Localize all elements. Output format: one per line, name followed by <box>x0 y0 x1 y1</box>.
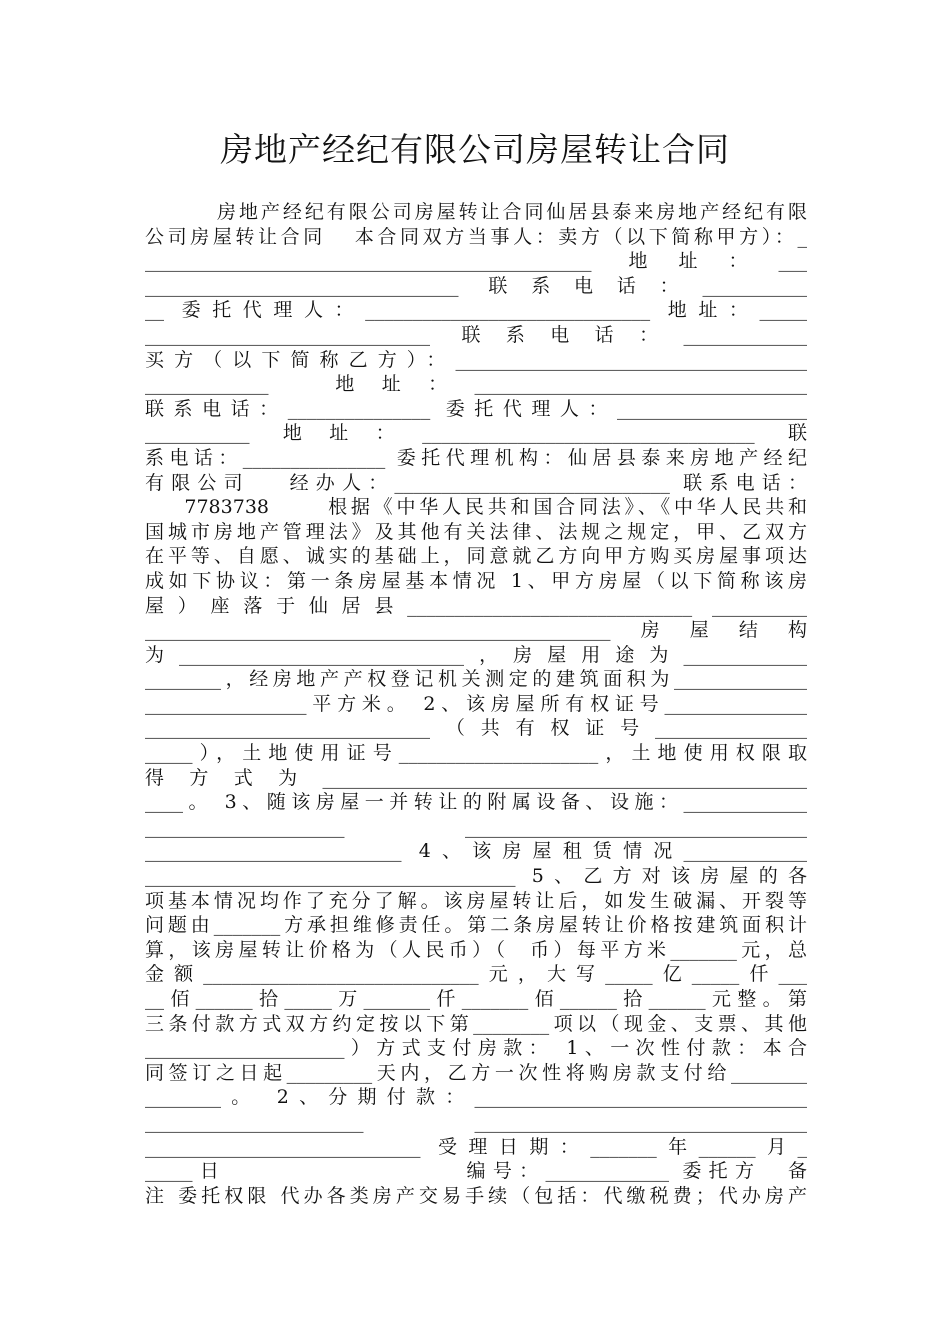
body-line: 有限公司 经办人：_____________________________ 联系电话： <box>145 471 807 494</box>
body-line: _________________平方米。 2、该房屋所有权证号_______________ <box>145 692 807 715</box>
body-line: 金额_____________________________元，大写_____亿_____仟___ <box>145 963 807 986</box>
body-line: ________，经房地产产权登记机关测定的建筑面积为______________ <box>145 668 807 691</box>
contract-body <box>145 200 807 1208</box>
body-line: 7783738 根据《中华人民共和国合同法》、《中华人民共和 <box>145 496 807 519</box>
body-line: 同签订之日起_________天内，乙方一次性将购房款支付给________ <box>145 1061 807 1084</box>
body-line: _____________ 地址：___________________________________ <box>145 373 807 396</box>
body-line: 国城市房地产管理法》及其他有关法律、法规之规定，甲、乙双方 <box>145 520 807 543</box>
body-line: 得方式为___________________________________________________ <box>145 766 807 789</box>
body-line: ___________ 地址：___________________________________ 联 <box>145 422 807 445</box>
body-line: 三条付款方式双方约定按以下第________项以（现金、支票、其他 <box>145 1012 807 1035</box>
body-line: ____。 3、随该房屋一并转让的附属设备、设施：_____________ <box>145 791 807 814</box>
body-line: ________。 2、分期付款：___________________________________ <box>145 1086 807 1109</box>
body-line: _________________________________________________房屋结构 <box>145 619 807 642</box>
body-line: _______________________________________ 5、乙方对该房屋的各 <box>145 865 807 888</box>
body-line: 系电话：_______________ 委托代理机构：仙居县泰来房地产经纪 <box>145 446 807 469</box>
body-line: 项基本情况均作了充分了解。该房屋转让后，如发生破漏、开裂等 <box>145 889 807 912</box>
body-line: 算，该房屋转让价格为（人民币）（ 币）每平方米_______元，总 <box>145 938 807 961</box>
body-line: 问题由_______方承担维修责任。第二条房屋转让价格按建筑面积计 <box>145 914 807 937</box>
body-line: _____），土地使用证号_____________________，土地使用权限取 <box>145 742 807 765</box>
body-line: ______________________________（共有权证号________________ <box>145 717 807 740</box>
body-line: _______________________________________________ 地址：___ <box>145 250 807 273</box>
body-line: 房地产经纪有限公司房屋转让合同仙居县泰来房地产经纪有限 <box>145 201 807 223</box>
document-title: 房地产经纪有限公司房屋转让合同 <box>220 130 730 169</box>
body-line: _____________________）方式支付房款： 1、一次性付款：本合 <box>145 1037 807 1060</box>
body-line: ___________________________ 4、该房屋租赁情况_____________ <box>145 840 807 863</box>
body-line: 成如下协议：第一条房屋基本情况 1、甲方房屋（以下简称该房 <box>145 569 807 592</box>
body-line: ______________________________ 联系电话：_____________ <box>145 323 807 346</box>
body-line: _____日 编号：_____________ 委托方 备 <box>145 1160 807 1183</box>
body-line: __佰______拾_____万_______仟_______佰______拾______元整。第 <box>145 988 807 1010</box>
body-line: 联系电话：_______________ 委托代理人：____________________ <box>145 397 807 420</box>
body-line: 为______________________________，房屋用途为_____________ <box>145 643 807 666</box>
body-line: 注 委托权限 代办各类房产交易手续（包括：代缴税费；代办房产 <box>145 1184 807 1207</box>
body-line: _____________________ ____________________________________ <box>145 815 807 838</box>
body-line: 屋）座落于仙居县______________________________ __________ <box>145 594 807 617</box>
body-line: 公司房屋转让合同 本合同双方当事人：卖方（以下简称甲方）：_ <box>145 225 807 248</box>
body-line: _________________________________ 联系电话：___________ <box>145 274 807 297</box>
body-line: 在平等、自愿、诚实的基础上，同意就乙方向甲方购买房屋事项达 <box>145 545 807 568</box>
body-line: _____________________________ 受理日期：_______年______月_ <box>145 1135 807 1158</box>
body-line: 买方（以下简称乙方）：_____________________________________ <box>145 348 807 371</box>
body-line: _______________________ ___________________________________ <box>145 1110 807 1133</box>
body-line: __ 委托代理人：______________________________ 地址：_____ <box>145 299 807 322</box>
